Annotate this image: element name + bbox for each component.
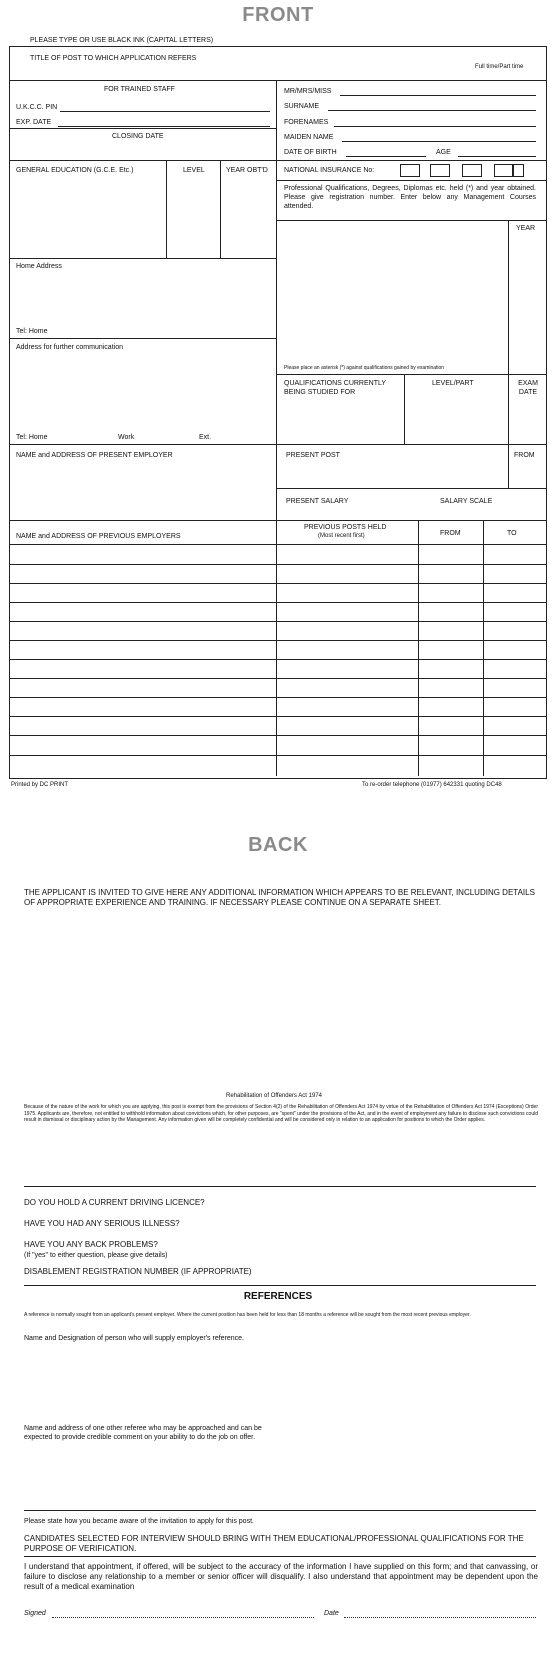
table-row	[9, 544, 546, 545]
ext-tel-label: Ext.	[199, 434, 212, 441]
salary-scale-label: SALARY SCALE	[440, 498, 493, 505]
exam-date-label: EXAM DATE	[518, 380, 538, 396]
level-part-label: LEVEL/PART	[432, 380, 474, 387]
disablement-question: DISABLEMENT REGISTRATION NUMBER (IF APPROPRIATE)	[24, 1267, 252, 1276]
trained-staff-heading: FOR TRAINED STAFF	[104, 86, 175, 93]
closing-date-label: CLOSING DATE	[112, 133, 164, 140]
exp-date-label: EXP. DATE	[16, 119, 52, 126]
reorder-label: To re-order telephone (01977) 642331 quoting DC48	[362, 782, 502, 788]
maiden-name-label: MAIDEN NAME	[284, 134, 334, 141]
full-part-time-label: Full time/Part time	[475, 64, 524, 70]
dob-field[interactable]	[346, 156, 426, 157]
work-tel-label: Work	[118, 434, 135, 441]
ukcc-pin-field[interactable]	[60, 111, 270, 112]
ni-box-4[interactable]	[494, 164, 514, 177]
asterisk-note: Please place an asterisk (*) against qualifications gained by examination	[284, 365, 445, 371]
year-obtd-col-label: YEAR OBT'D	[226, 167, 268, 174]
age-label: AGE	[436, 149, 451, 156]
prev-from-label: FROM	[440, 530, 461, 537]
additional-info-text: THE APPLICANT IS INVITED TO GIVE HERE ANY ADDITIONAL INFORMATION WHICH APPEARS TO BE RELEVANT, INCLUDING DETAILS OF APPROPRIATE EXPERIENCE AND TRAINING. IF NECESSARY PLEASE CONTINUE ON A SEPARATE SHEET.	[24, 888, 535, 907]
instruction-text: PLEASE TYPE OR USE BLACK INK (CAPITAL LETTERS)	[30, 37, 214, 44]
table-row	[9, 678, 546, 679]
table-row	[9, 755, 546, 756]
date-label: Date	[324, 1610, 339, 1617]
driving-licence-question: DO YOU HOLD A CURRENT DRIVING LICENCE?	[24, 1198, 205, 1207]
from-label: FROM	[514, 452, 535, 459]
ni-box-5[interactable]	[512, 164, 524, 177]
present-salary-label: PRESENT SALARY	[286, 498, 349, 505]
home-address-label: Home Address	[16, 263, 62, 270]
tel-home-label: Tel: Home	[16, 328, 48, 335]
prev-posts-label: PREVIOUS POSTS HELD	[304, 524, 387, 531]
prev-employers-label: NAME and ADDRESS OF PREVIOUS EMPLOYERS	[16, 533, 181, 540]
illness-question: HAVE YOU HAD ANY SERIOUS ILLNESS?	[24, 1219, 180, 1228]
roa-text: Because of the nature of the work for which you are applying, this post is exempt from the provisions of Section 4(2) of the Rehabilitation of Offenders Act 1974 by virtue of the Rehabilitation of Offenders Act 1974 (Exceptions) Order 1975. Applicants are, therefore, not entitled to withhold information about convictions which, for other purposes, are "spent" under the provisions of the Act, and in the event of employment any failure to disclose such convictions could result in dismissal or disciplinary action by the Management. Any information given will be completely confidential and will be considered only in relation to an application for positions to which the Order applies.	[24, 1104, 538, 1123]
ni-box-3[interactable]	[462, 164, 482, 177]
ni-box-1[interactable]	[400, 164, 420, 177]
table-row	[9, 583, 546, 584]
maiden-name-field[interactable]	[342, 141, 536, 142]
front-title: FRONT	[242, 4, 314, 26]
level-col-label: LEVEL	[183, 167, 205, 174]
surname-label: SURNAME	[284, 103, 320, 110]
table-row	[9, 697, 546, 698]
aware-label: Please state how you became aware of the invitation to apply for this post.	[24, 1518, 254, 1525]
post-title-label: TITLE OF POST TO WHICH APPLICATION REFERS	[30, 55, 197, 62]
age-field[interactable]	[458, 156, 536, 157]
prof-quals-instructions: Professional Qualifications, Degrees, Diplomas etc. held (*) and year obtained. Please give registration number. Enter below any Management Courses attended.	[284, 185, 536, 210]
declaration-text: I understand that appointment, if offered, will be subject to the accuracy of the information I have supplied on this form; and that canvassing, or failure to disclose any relationship to a member or senior officer will disqualify. I also understand that appointment may be dependent upon the result of a medical examination	[24, 1562, 538, 1591]
table-row	[9, 602, 546, 603]
table-row	[9, 659, 546, 660]
ni-box-2[interactable]	[430, 164, 450, 177]
forenames-label: FORENAMES	[284, 119, 329, 126]
ukcc-pin-label: U.K.C.C. PIN	[16, 104, 58, 111]
dob-label: DATE OF BIRTH	[284, 149, 337, 156]
table-row	[9, 564, 546, 565]
roa-title: Rehabilitation of Offenders Act 1974	[226, 1093, 322, 1099]
ni-label: NATIONAL INSURANCE No:	[284, 167, 375, 174]
back-problems-question: HAVE YOU ANY BACK PROBLEMS?	[24, 1240, 158, 1249]
printed-by-label: Printed by DC PRINT	[11, 782, 69, 788]
table-row	[9, 716, 546, 717]
present-employer-label: NAME and ADDRESS OF PRESENT EMPLOYER	[16, 452, 173, 459]
quals-current-label: QUALIFICATIONS CURRENTLY BEING STUDIED FOR	[284, 380, 386, 396]
forenames-field[interactable]	[334, 126, 536, 127]
candidates-note: CANDIDATES SELECTED FOR INTERVIEW SHOULD BRING WITH THEM EDUCATIONAL/PROFESSIONAL QUALIFICATIONS FOR THE PURPOSE OF VERIFICATION.	[24, 1534, 524, 1553]
table-row	[9, 735, 546, 736]
title-mr-field[interactable]	[340, 95, 536, 96]
prev-to-label: TO	[507, 530, 517, 537]
surname-field[interactable]	[328, 110, 536, 111]
title-mr-label: MR/MRS/MISS	[284, 88, 332, 95]
further-address-label: Address for further communication	[16, 344, 123, 351]
other-referee-label: Name and address of one other referee who may be approached and can be expected to provide credible comment on your ability to do the job on offer.	[24, 1425, 262, 1441]
year-col-label: YEAR	[516, 225, 536, 232]
table-row	[9, 640, 546, 641]
references-heading: REFERENCES	[243, 1291, 313, 1302]
present-post-label: PRESENT POST	[286, 452, 340, 459]
if-yes-note: (If "yes" to either question, please give details)	[24, 1252, 168, 1259]
reference-person-label: Name and Designation of person who will supply employer's reference.	[24, 1335, 245, 1342]
signed-label: Signed	[24, 1610, 46, 1617]
table-row	[9, 621, 546, 622]
tel-home-2-label: Tel: Home	[16, 434, 48, 441]
date-field[interactable]	[344, 1617, 536, 1618]
signature-field[interactable]	[52, 1617, 314, 1618]
back-title: BACK	[248, 834, 308, 856]
reference-note: A reference is normally sought from an applicant's present employer. Where the current position has been held for less than 18 months a reference will be sought from the most recent previous employer.	[24, 1312, 471, 1318]
exp-date-field[interactable]	[58, 126, 270, 127]
general-education-label: GENERAL EDUCATION (G.C.E. Etc.)	[16, 167, 134, 174]
most-recent-label: (Most recent first)	[318, 533, 365, 539]
